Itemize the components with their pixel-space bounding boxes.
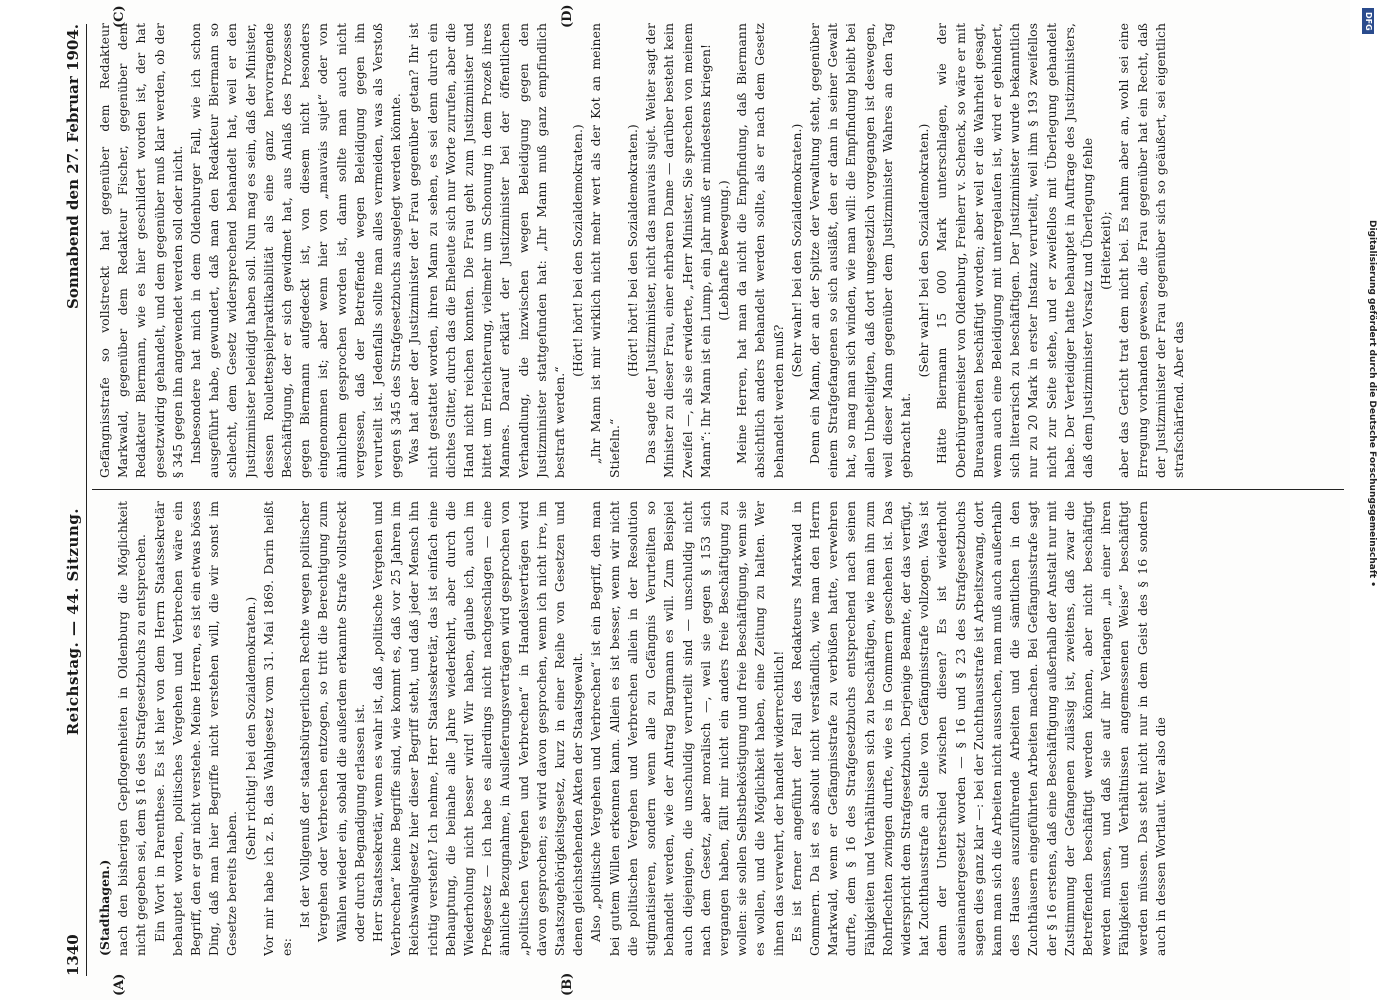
- paragraph: Das sagte der Justizminister, nicht das mauvais sujet. Weiter sagt der Minister zu dieser Frau, einer ehrbaren Dame — darüber besteht kein Zweifel —, als sie erwiderte, „Herr Minister, Sie sprechen von meinem Mann“: Ihr Mann ist ein Lump, ein Jahr muß er mindestens kriegen!: [643, 23, 713, 478]
- page-header: [60, 24, 87, 976]
- margin-marker-d: (D): [560, 4, 575, 28]
- left-text-column: [96, 501, 1344, 956]
- interjection: (Sehr wahr! bei den Sozialdemokraten.): [916, 123, 932, 378]
- paragraph: Es ist ferner angeführt der Fall des Redakteurs Markwald in Gommern. Da ist es absolut nicht verständlich, wie man den Herrn Markwald, wenn er Gefängnisstrafe zu verbüßen hatte, verwehren durfte, dem § 16 des Strafgesetzbuchs entsprechend nach seinen Fähigkeiten und Verhältnissen sich zu beschäftigen, wie man ihn zum Rohrflechten zwingen durfte, wie es in Gommern geschehen ist. Das widerspricht dem Strafgesetzbuch. Derjenige Beamte, der das verfügt, hat Zuchthausstrafe an Stelle von Gefängnisstrafe vollzogen. Was ist denn der Unterschied zwischen diesen? Es ist wiederholt auseinandergesetzt worden — § 16 und § 23 des Strafgesetzbuchs sagen dies ganz klar —: bei der Zuchthausstrafe ist Arbeitszwang, dort kann man sich die Arbeiten nicht aussuchen, man muß auch außerhalb des Hauses auszuführende Arbeiten und die sämtlichen in den Zuchthäusern eingeführten Arbeiten machen. Bei Gefängnisstrafe sagt der § 16 erstens, daß eine Beschäftigung außerhalb der Anstalt nur mit Zustimmung der Gefangenen zulässig ist, zweitens, daß zwar die Betreffenden beschäftigt werden können, aber nicht beschäftigt werden müssen, und daß sie auf ihr Verlangen „in einer ihren Fähigkeiten und Verhältnissen angemessenen Weise“ beschäftigt werden müssen. Das steht nicht nur in dem Geist des § 16 sondern auch in dessen Wortlaut. Wer also die: [788, 501, 1168, 956]
- session-title: Reichstag. — 44. Sitzung.: [64, 507, 82, 736]
- paragraph: Was hat aber der Justizminister der Frau gegenüber getan? Ihr ist nicht gestattet worden, ihren Mann zu sehen, es sei denn durch ein dichtes Gitter, durch das die Eheleute sich nur Worte zurufen, aber die Hand nicht reichen konnten. Die Frau geht zum Justizminister und bittet um Erleichterung, vielmehr um Schonung in dem Prozeß ihres Mannes. Darauf erklärt der Justizminister bei der öffentlichen Verhandlung, die inzwischen wegen Beleidigung gegen den Justizminister stattgefunden hat: „Ihr Mann muß ganz empfindlich bestraft werden.“: [406, 23, 568, 478]
- paragraph: Meine Herren, hat man da nicht die Empfindung, daß Biermann absichtlich anders behandelt werden sollte, als er nach dem Gesetz behandelt werden muß?: [734, 23, 786, 478]
- paragraph: Also „politische Vergehen und Verbrechen“ ist ein Begriff, den man bei gutem Willen erkennen kann. Allein es ist besser, wenn wir nicht die politischen Vergehen und Verbrechen allein in der Resolution stigmatisieren, sondern wenn alle zu Gefängnis Verurteilten so behandelt werden, wie der Antrag Bargmann es will. Zum Beispiel auch diejenigen, die unschuldig verurteilt sind — unschuldig nicht nach dem Gesetz, aber moralisch —, weil sie gegen § 153 sich vergangen haben, fällt mir nicht ein anders freie Beschäftigung zu wollen: sie sollen Selbstbeköstigung und freie Beschäftigung, wenn sie es wollen, und die Möglichkeit haben, eine Zeitung zu halten. Wer ihnen das verwehrt, der handelt widerrechtlich!: [588, 501, 786, 956]
- rotated-page: [60, 0, 1350, 1000]
- right-text-column: [96, 23, 1344, 478]
- paragraph: Denn ein Mann, der an der Spitze der Verwaltung steht, gegenüber einem Strafgefangenen so sich ausläßt, den er dann in seiner Gewalt hat, so mag man sich winden, wie man will: die Empfindung bleibt bei allen Unbeteiligten, daß dort ungesetzlich vorgegangen ist deswegen, weil dieser Mann gegenüber dem Justizminister Wahres an den Tag gebracht hat.: [806, 23, 913, 478]
- interjection: (Heiterkeit);: [1098, 211, 1114, 290]
- dfg-logo: DFG: [1362, 8, 1374, 34]
- column-divider: [92, 489, 1344, 490]
- margin-marker-a: (A): [112, 973, 127, 996]
- paragraph: Vor mir habe ich z. B. das Wahlgesetz vom 31. Mai 1869. Darin heißt es:: [260, 501, 295, 956]
- interjection: (Sehr richtig! bei den Sozialdemokraten.): [242, 596, 258, 861]
- interjection: (Sehr wahr! bei den Sozialdemokraten.): [788, 123, 804, 378]
- quotation: Ist der Vollgenuß der staatsbürgerlichen Rechte wegen politischer Vergehen oder Verbrechen entzogen, so tritt die Berechtigung zum Wählen wieder ein, sobald die außerdem erkannte Strafe vollstreckt oder durch Begnadigung erlassen ist.: [297, 501, 367, 942]
- digitization-note: [1349, 0, 1383, 1000]
- speaker-tag: (Stadthagen.): [97, 859, 112, 956]
- margin-marker-c: (C): [112, 5, 127, 28]
- paragraph: nach den bisherigen Gepflogenheiten in Oldenburg die Möglichkeit nicht gegeben sei, dem § 16 des Strafgesetzbuchs zu entsprechen.: [115, 501, 149, 956]
- session-date: Sonnabend den 27. Februar 1904.: [64, 24, 82, 309]
- paragraph: Insbesondere hat mich in dem Oldenburger Fall, wie ich schon ausgeführt habe, gewundert, daß man den Redakteur Biermann so schlecht, dem Gesetz widersprechend behandelt hat, weil er den Justizminister beleidigt haben soll. Nun mag es sein, daß der Minister, dessen Roulettespielpraktikabilität als eine ganz hervorragende Beschäftigung, der er sich gewidmet hat, aus Anlaß des Prozesses gegen Biermann aufgedeckt ist, von diesem nicht besonders eingenommen ist; aber wenn hier von „mauvais sujet“ oder von ähnlichem gesprochen worden ist, dann sollte man auch nicht vergessen, daß der Betreffende wegen Beleidigung gegen ihn verurteilt ist. Jedenfalls sollte man alles vermeiden, was als Verstoß gegen § 345 des Strafgesetzbuchs ausgelegt werden könnte.: [188, 23, 404, 478]
- page-number: 1340: [64, 934, 82, 976]
- paragraph: Hätte Biermann 15 000 Mark unterschlagen, wie der Oberbürgermeister von Oldenburg, Freiherr v. Schenck, so wäre er mit Bureauarbeiten beschäftigt worden; aber weil er die Wahrheit gesagt, wenn auch eine Beleidigung mit untergelaufen ist, wird er gehindert, sich literarisch zu beschäftigen. Der Justizminister wurde bekanntlich nur zu 20 Mark in erster Instanz verurteilt, weil ihm § 193 zweifellos nicht zur Seite stehe, und er zweifellos mit Überlegung gehandelt habe. Der Verteidiger hatte behauptet in Auftrage des Justizministers, daß dem Justizminister Vorsatz und Überlegung fehle: [934, 23, 1095, 478]
- margin-marker-b: (B): [560, 972, 575, 996]
- paragraph: Herr Staatssekretär, wenn es wahr ist, daß „politische Vergehen und Verbrechen“ keine Begriffe sind, wie kommt es, daß vor 25 Jahren im Reichswahlgesetz hier dieser Begriff steht, und daß jeder Mensch ihn richtig versteht? Ich nehme, Herr Staatssekretär, das ist einfach eine Behauptung, die beinahe alle Jahre wiederkehrt, aber durch die Wiederholung nicht besser wird! Wir haben, glaube ich, auch im Preßgesetz — ich habe es allerdings nicht nachgeschlagen — eine ähnliche Bezugnahme, in Auslieferungsverträgen wird gesprochen von „politischen Vergehen und Verbrechen“ in Handelsverträgen wird davon gesprochen; es wird davon gesprochen, wenn ich nicht irre, im Staatszugehörigkeitsgesetz, kurz in einer Reihe von Gesetzen und denen gleichstehenden Akten der Staatsgewalt.: [370, 501, 586, 956]
- paragraph: Ein Wort in Parenthese. Es ist hier von dem Herrn Staatssekretär behauptet worden, politisches Vergehen und Verbrechen wäre ein Begriff, den er gar nicht verstehe. Meine Herren, es ist ein etwas böses Ding, daß man hier Begriffe nicht verstehen will, die wir sonst im Gesetze bereits haben.: [151, 501, 240, 956]
- interjection: (Hört! hört! bei den Sozialdemokraten.): [624, 124, 640, 377]
- paragraph: „Ihr Mann ist mir wirklich nicht mehr wert als der Kot an meinen Stiefeln.“: [588, 23, 622, 478]
- paragraph: Gefängnisstrafe so vollstreckt hat gegenüber dem Redakteur Markwald, gegenüber dem Redakteur Fischer, gegenüber dem Redakteur Biermann, wie es hier geschildert worden ist, der hat gesetzwidrig gehandelt, und dem gegenüber muß klar werden, ob der § 345 gegen ihn angewendet werden soll oder nicht.: [97, 23, 185, 478]
- interjection: (Lebhafte Bewegung.): [715, 180, 731, 321]
- paragraph: aber das Gericht trat dem nicht bei. Es nahm aber an, wohl sei eine Erregung vorhanden gewesen, die Frau gegenüber hat ein Recht, daß der Justizminister der Frau gegenüber sich so geäußert, sei eigentlich strafschärfend. Aber das: [1116, 23, 1186, 478]
- interjection: (Hört! hört! bei den Sozialdemokraten.): [570, 124, 586, 377]
- digitization-credit: Digitalisierung gefördert durch die Deutsche Forschungsgemeinschaft •: [1367, 220, 1377, 587]
